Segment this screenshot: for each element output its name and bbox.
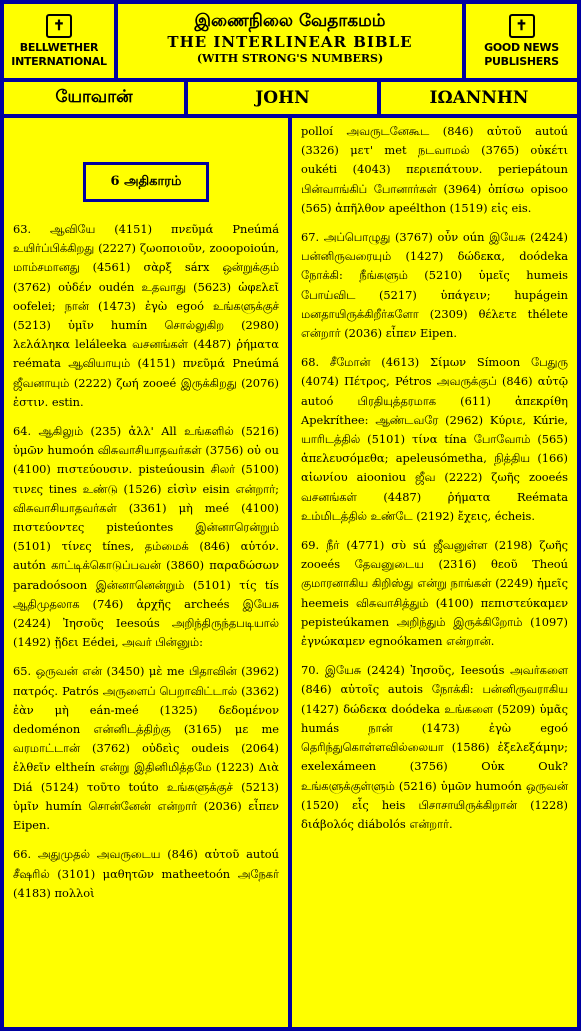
verse-70: 70. இயேசு (2424) Ἰησοῦς, Ieesoús அவர்களை (846) αὐτοῖς autois நோக்கி: பன்னிருவராகிய (1427) δώδεκα doódeka உங்களை (5209) ὑμᾶς humás நான் (1473) ἐγὼ egoó தெரிந்துகொள்ளவில்லையா (1586) ἐξελεξάμην; exelexámeen (3756) Οὐκ Ouk? உங்களுக்குள்ளும் (5216) ὑμῶν humoón ஒருவன் (1520) εἷς heis பிசாசாயிருக்கிறான் (1228) διάβολός diábolós என்றார்.: [301, 663, 568, 831]
chapter-heading: 6 அதிகாரம்: [83, 162, 209, 202]
right-text-column: [292, 118, 577, 1027]
bellwether-logo: [4, 4, 114, 78]
book-name-english: JOHN: [188, 82, 377, 114]
left-text-column: [4, 118, 288, 1027]
left-logo-text: BELLWETHER INTERNATIONAL: [11, 40, 107, 68]
verse-66-cont: polloí அவருடனேகூட (846) αὐτοῦ autoú (3326) μετ' met நடவாமல் (3765) οὐκέτι oukéti (4043) περιεπάτουν. periepátoun பின்வாங்கிப் போனார்கள் (3964) ὀπίσω opisoo (565) ἀπῆλθον apeélthon (1519) εἰς eis.: [301, 124, 568, 215]
header-title: [118, 4, 462, 78]
verse-65: 65. ஒருவன் என் (3450) μὲ me பிதாவின் (3962) πατρός. Patrós அருளைப் பெறாவிட்டால் (3362) ἐὰν μὴ eán-meé (1325) δεδομένον dedoménon என்னிடத்திற்கு (3165) με me வரமாட்டான் (3762) οὐδεὶς oudeis (2064) ἐλθεῖν eltheín என்று இதினிமித்தமே (1223) Διὰ Diá (5124) τοῦτο toúto உங்களுக்குச் (5213) ὑμῖν humín சொன்னேன் என்றார் (2036) εἶπεν Eipen.: [13, 664, 279, 833]
right-logo-text: GOOD NEWS PUBLISHERS: [484, 40, 559, 68]
book-name-greek: IΩANNHN: [381, 82, 577, 114]
book-icon: ✝: [46, 14, 72, 38]
title-tamil: இணைநிலை வேதாகமம்: [194, 11, 386, 31]
verse-66-start: 66. அதுமுதல் அவருடைய (846) αὐτοῦ autoú சீஷரில் (3101) μαθητῶν matheetoón அநேகர் (4183) πολλοὶ: [13, 847, 279, 900]
verse-67: 67. அப்பொழுது (3767) οὖν oún இயேசு (2424) பன்னிருவரையும் (1427) δώδεκα, doódeka நோக்கி: நீங்களும் (5210) ὑμεῖς humeis போய்விட (5217) ὑπάγειν; hupágein மனதாயிருக்கிறீர்களோ (2309) θέλετε thélete என்றார் (2036) εἶπεν Eipen.: [301, 230, 568, 341]
verse-63: 63. ஆவியே (4151) πνεῦμά Pneúmá உயிர்ப்பிக்கிறது (2227) ζωοποιοῦν, zooopoioún, மாம்சமானது (4561) σὰρξ sárx ஒன்றுக்கும் (3762) οὐδέν oudén உதவாது (5623) ὠφελεῖ oofelei; நான் (1473) ἐγὼ egoó உங்களுக்குச் (5213) ὑμῖν humín சொல்லுகிற (2980) λελάληκα leláleeka வசனங்கள் (4487) ῥήματα reémata ஆவியாயும் (4151) πνεῦμά Pneúmá ஜீவனாயும் (2222) ζωή zooeé இருக்கிறது (2076) ἐστιν. estin.: [13, 222, 279, 409]
good-news-logo: [466, 4, 577, 78]
verse-64: 64. ஆகிலும் (235) ἀλλ' All உங்களில் (5216) ὑμῶν humoón விசுவாசியாதவர்கள் (3756) οὐ ou (4100) πιστεύουσιν. pisteúousin சிலர் (5100) τινες tines உண்டு (1526) εἰσὶν eisin என்றார்; விசுவாசியாதவர்கள் (3361) μὴ meé (4100) πιστεύοντες pisteúontes இன்னாரென்றும் (5101) τίνες tínes, தம்மைக் (846) αὐτόν. autón காட்டிக்கொடுப்பவன் (3860) παραδώσων paradoósoon இன்னானென்றும் (5101) τίς tís ஆதிமுதலாக (746) ἀρχῆς archeés இயேசு (2424) Ἰησοῦς Ieesoús அறிந்திருந்தபடியால் (1492) ᾔδει Eédei, அவர் பின்னும்:: [13, 424, 279, 650]
title-subtitle: (WITH STRONG'S NUMBERS): [196, 52, 384, 65]
book-name-tamil: யோவான்: [4, 82, 184, 114]
verse-68: 68. சீமோன் (4613) Σίμων Símoon பேதுரு (4074) Πέτρος, Pétros அவருக்குப் (846) αὐτῷ autoó பிரதியுத்தரமாக (611) ἀπεκρίθη Apekríthee: ஆண்டவரே (2962) Κύριε, Kúrie, யாரிடத்தில் (5101) τίνα tína போவோம் (565) ἀπελευσόμεθα; apeleusómetha, நித்திய (166) αἰωνίου aiooniou ஜீவ (2222) ζωῆς zooeés வசனங்கள் (4487) ῥήματα Reémata உம்மிடத்தில் உண்டே (2192) ἔχεις, écheis.: [301, 355, 568, 523]
verse-69: 69. நீர் (4771) σὺ sú ஜீவனுள்ள (2198) ζωῆς zooeés தேவனுடைய (2316) θεοῦ Theoú குமாரனாகிய கிறிஸ்து என்று நாங்கள் (2249) ἡμεῖς heemeis விசுவாசித்தும் (4100) πεπιστεύκαμεν pepisteúkamen அறிந்தும் இருக்கிறோம் (1097) ἐγνώκαμεν egnoókamen என்றான்.: [301, 538, 568, 649]
title-english: THE INTERLINEAR BIBLE: [167, 33, 413, 51]
book-icon: ✝: [509, 14, 535, 38]
